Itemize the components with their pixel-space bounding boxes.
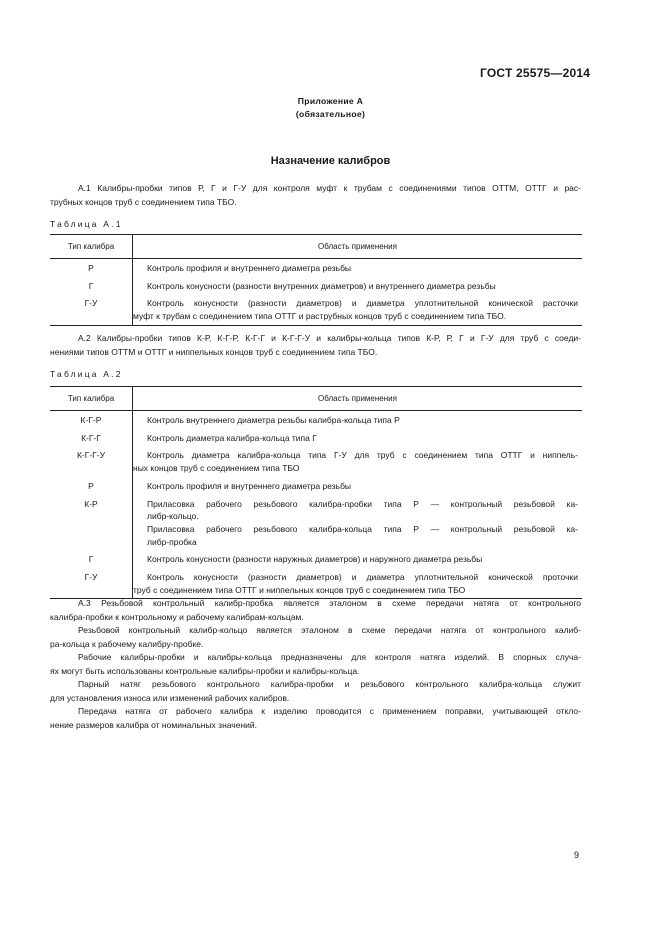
- text-line: для установления износа или изменений рабочих калибров.: [50, 692, 290, 703]
- table-a2: [50, 386, 582, 599]
- column-header-scope: Область применения: [133, 235, 583, 259]
- table-row: [50, 427, 582, 445]
- gauge-type-cell: Г: [50, 275, 133, 293]
- scope-cell: [133, 292, 583, 325]
- scope-line: Контроль конусности (разности диаметров) и диаметра уплотнительной конической проточки: [147, 572, 578, 583]
- standard-number: ГОСТ 25575—2014: [480, 66, 591, 80]
- scope-cell: [133, 548, 583, 566]
- scope-cell: [133, 427, 583, 445]
- table-row: [50, 475, 582, 493]
- text-line: Резьбовой контрольный калибр-кольцо является эталоном в схеме передачи натяга от контрольного калиб-: [78, 625, 581, 635]
- text-line: нение размеров калибра от номинальных значений.: [50, 719, 258, 730]
- table-row: [50, 411, 582, 427]
- scope-cell: [133, 275, 583, 293]
- table-header-row: [50, 387, 582, 411]
- gauge-type-cell: К-Г-Г: [50, 427, 133, 445]
- gauge-type-cell: Р: [50, 475, 133, 493]
- paragraph-a1: [50, 182, 581, 209]
- table-row: [50, 566, 582, 599]
- table-a1: [50, 234, 582, 326]
- text-line: А.3 Резьбовой контрольный калибр-пробка является эталоном в схеме передачи натяга от контрольного: [78, 598, 581, 608]
- scope-line: Контроль диаметра калибра-кольца типа Г: [147, 432, 317, 443]
- paragraph-a2: [50, 332, 581, 359]
- scope-cell: [133, 493, 583, 549]
- scope-line: Контроль конусности (разности наружных диаметров) и наружного диаметра резьбы: [147, 554, 483, 565]
- text-line: Рабочие калибры-пробки и калибры-кольца предназначены для контроля натяга изделий. В спорных случа-: [78, 652, 581, 662]
- text-line: А.2 Калибры-пробки типов К-Р, К-Г-Р, К-Г-Г и К-Г-Г-У и калибры-кольца типов К-Р, Р, Г и Г-У для труб с соеди-: [78, 333, 581, 343]
- annex-title: Приложение А: [297, 96, 364, 106]
- scope-cell: [133, 259, 583, 275]
- gauge-type-cell: Р: [50, 259, 133, 275]
- section-heading: Назначение калибров: [270, 155, 391, 167]
- text-line: Парный натяг резьбового контрольного калибра-пробки и резьбового контрольного калибра-кольца служит: [78, 679, 581, 689]
- scope-cell: [133, 444, 583, 474]
- text-line: Передача натяга от рабочего калибра к изделию проводится с применением поправки, учитывающей откло-: [78, 706, 581, 716]
- text-line: калибра-пробки к контрольному и рабочему калибрам-кольцам.: [50, 611, 304, 622]
- scope-cell: [133, 566, 583, 599]
- page-number: 9: [574, 850, 580, 860]
- scope-line: Контроль конусности (разности диаметров) и диаметра уплотнительной конической расточки: [147, 298, 578, 309]
- gauge-type-cell: К-Р: [50, 493, 133, 549]
- annex-status: (обязательное): [295, 109, 366, 119]
- scope-line: Контроль диаметра калибра-кольца типа Г-У для труб с соединением типа ОТТГ и ниппель-: [147, 450, 578, 461]
- gauge-type-cell: К-Г-Р: [50, 411, 133, 427]
- table-row: [50, 292, 582, 325]
- scope-line: Контроль профиля и внутреннего диаметра резьбы: [147, 480, 352, 491]
- column-header-type: Тип калибра: [50, 387, 133, 411]
- scope-line: Контроль профиля и внутреннего диаметра резьбы: [147, 263, 352, 273]
- column-header-type: Тип калибра: [50, 235, 133, 259]
- scope-line: Контроль конусности (разности внутренних диаметров) и внутреннего диаметра резьбы: [147, 280, 496, 291]
- table-row: [50, 493, 582, 549]
- scope-line: труб с соединением типа ОТТГ и ниппельных концов труб с соединением типа ТБО: [133, 584, 466, 595]
- paragraph-a3: [50, 597, 581, 732]
- scope-cell: [133, 411, 583, 427]
- scope-line: муфт к трубам с соединением типа ОТТГ и раструбных концов труб с соединением типа ТБО.: [133, 311, 507, 322]
- scope-line: ных концов труб с соединением типа ТБО: [133, 463, 300, 474]
- scope-line: либр-кольцо.: [147, 511, 199, 522]
- table-a1-caption: Таблица А.1: [50, 219, 123, 229]
- scope-line: Приласовка рабочего резьбового калибра-кольца типа Р — контрольный резьбовой ка-: [147, 523, 578, 534]
- gauge-type-cell: Г-У: [50, 566, 133, 599]
- text-line: нениями типов ОТТМ и ОТТГ и ниппельных концов труб с соединением типа ТБО.: [50, 346, 378, 357]
- gauge-type-cell: К-Г-Г-У: [50, 444, 133, 474]
- table-row: [50, 444, 582, 474]
- gauge-type-cell: Г: [50, 548, 133, 566]
- table-header-row: [50, 235, 582, 259]
- column-header-scope: Область применения: [133, 387, 583, 411]
- table-row: [50, 275, 582, 293]
- text-line: ра-кольца к рабочему калибру-пробке.: [50, 638, 204, 649]
- scope-line: Приласовка рабочего резьбового калибра-пробки типа Р — контрольный резьбовой ка-: [147, 498, 578, 509]
- text-line: ях могут быть использованы контрольные калибры-пробки и калибры-кольца.: [50, 665, 360, 676]
- scope-line: либр-пробка: [147, 536, 197, 547]
- text-line: А.1 Калибры-пробки типов Р, Г и Г-У для контроля муфт к трубам с соединениями типов ОТТМ, ОТТГ и рас-: [78, 183, 581, 193]
- table-row: [50, 259, 582, 275]
- table-row: [50, 548, 582, 566]
- scope-cell: [133, 475, 583, 493]
- scope-line: Контроль внутреннего диаметра резьбы калибра-кольца типа Р: [147, 415, 400, 425]
- table-a2-caption: Таблица А.2: [50, 369, 123, 379]
- gauge-type-cell: Г-У: [50, 292, 133, 325]
- text-line: трубных концов труб с соединением типа ТБО.: [50, 196, 237, 207]
